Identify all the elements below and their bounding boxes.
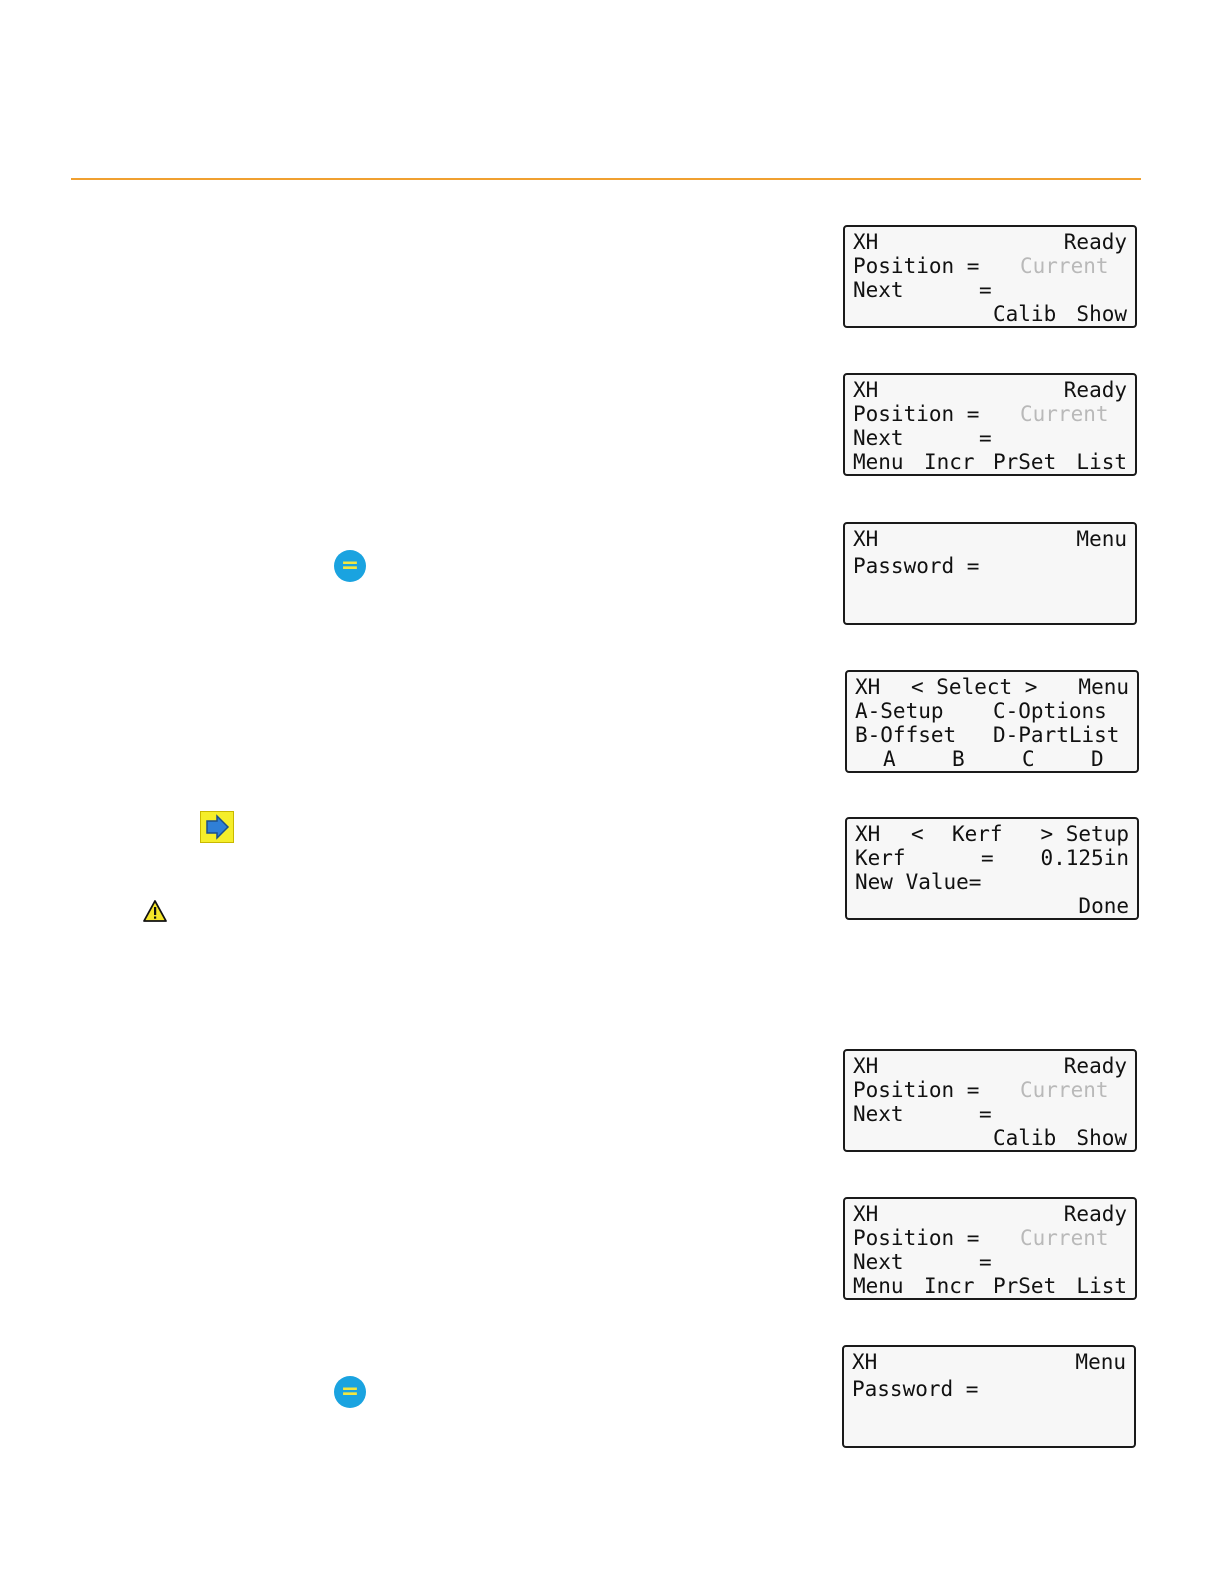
lcd-screen-ready-calib xyxy=(843,1049,1137,1152)
lcd-screen-menu-select xyxy=(845,670,1139,773)
password-label: Password = xyxy=(853,554,980,578)
kerf-equals: = xyxy=(981,846,994,870)
axis-label: XH xyxy=(853,378,879,402)
equals-key-icon: = xyxy=(334,1376,366,1408)
status-label: Menu xyxy=(1076,527,1127,551)
header-rule xyxy=(71,178,1141,180)
status-label: Menu xyxy=(1078,675,1129,699)
softkey-show: Show xyxy=(1076,1126,1127,1150)
lcd-screen-password xyxy=(842,1345,1136,1448)
position-value: Current xyxy=(1020,402,1109,426)
kerf-value: 0.125in xyxy=(1040,846,1129,870)
status-label: Ready xyxy=(1063,378,1127,402)
warning-icon xyxy=(142,899,168,923)
softkey-list: List xyxy=(1076,450,1127,474)
status-label: Ready xyxy=(1063,1054,1127,1078)
axis-label: XH xyxy=(853,1202,879,1226)
lcd-screen-kerf-setup xyxy=(845,817,1139,920)
next-equals: = xyxy=(979,1102,992,1126)
position-value: Current xyxy=(1020,1226,1109,1250)
softkey-menu: Menu xyxy=(853,1274,904,1298)
softkey-incr: Incr xyxy=(924,450,975,474)
password-label: Password = xyxy=(852,1377,979,1401)
menu-option-setup: A-Setup xyxy=(855,699,944,723)
menu-option-options: C-Options xyxy=(993,699,1107,723)
position-label: Position = xyxy=(853,1078,980,1102)
softkey-prset: PrSet xyxy=(993,1274,1057,1298)
position-value: Current xyxy=(1020,254,1109,278)
status-label: Menu xyxy=(1075,1350,1126,1374)
status-label: Ready xyxy=(1063,1202,1127,1226)
axis-label: XH xyxy=(855,675,881,699)
kerf-label: Kerf xyxy=(855,846,906,870)
lcd-screen-ready-calib xyxy=(843,225,1137,328)
position-label: Position = xyxy=(853,402,980,426)
right-arrow-setup: > Setup xyxy=(1040,822,1129,846)
position-label: Position = xyxy=(853,254,980,278)
softkey-calib: Calib xyxy=(993,1126,1057,1150)
next-equals: = xyxy=(979,426,992,450)
softkey-calib: Calib xyxy=(993,302,1057,326)
softkey-list: List xyxy=(1076,1274,1127,1298)
softkey-prset: PrSet xyxy=(993,450,1057,474)
menu-option-partlist: D-PartList xyxy=(993,723,1120,747)
softkey-c: C xyxy=(1022,747,1035,771)
axis-label: XH xyxy=(853,1054,879,1078)
next-label: Next xyxy=(853,1250,904,1274)
softkey-d: D xyxy=(1091,747,1104,771)
equals-key-icon: = xyxy=(334,550,366,582)
next-label: Next xyxy=(853,1102,904,1126)
axis-label: XH xyxy=(853,527,879,551)
axis-label: XH xyxy=(852,1350,878,1374)
parameter-name: Kerf xyxy=(952,822,1003,846)
softkey-incr: Incr xyxy=(924,1274,975,1298)
position-value: Current xyxy=(1020,1078,1109,1102)
lcd-screen-password xyxy=(843,522,1137,625)
select-label: < Select > xyxy=(911,675,1038,699)
axis-label: XH xyxy=(853,230,879,254)
softkey-show: Show xyxy=(1076,302,1127,326)
left-arrow: < xyxy=(911,822,924,846)
axis-label: XH xyxy=(855,822,881,846)
softkey-menu: Menu xyxy=(853,450,904,474)
next-label: Next xyxy=(853,426,904,450)
status-label: Ready xyxy=(1063,230,1127,254)
next-equals: = xyxy=(979,1250,992,1274)
menu-option-offset: B-Offset xyxy=(855,723,957,747)
lcd-screen-ready-menu xyxy=(843,373,1137,476)
softkey-done: Done xyxy=(1078,894,1129,918)
right-arrow-key-icon xyxy=(200,811,234,843)
position-label: Position = xyxy=(853,1226,980,1250)
softkey-b: B xyxy=(952,747,965,771)
next-label: Next xyxy=(853,278,904,302)
lcd-screen-ready-menu xyxy=(843,1197,1137,1300)
next-equals: = xyxy=(979,278,992,302)
softkey-a: A xyxy=(883,747,896,771)
new-value-label: New Value= xyxy=(855,870,982,894)
